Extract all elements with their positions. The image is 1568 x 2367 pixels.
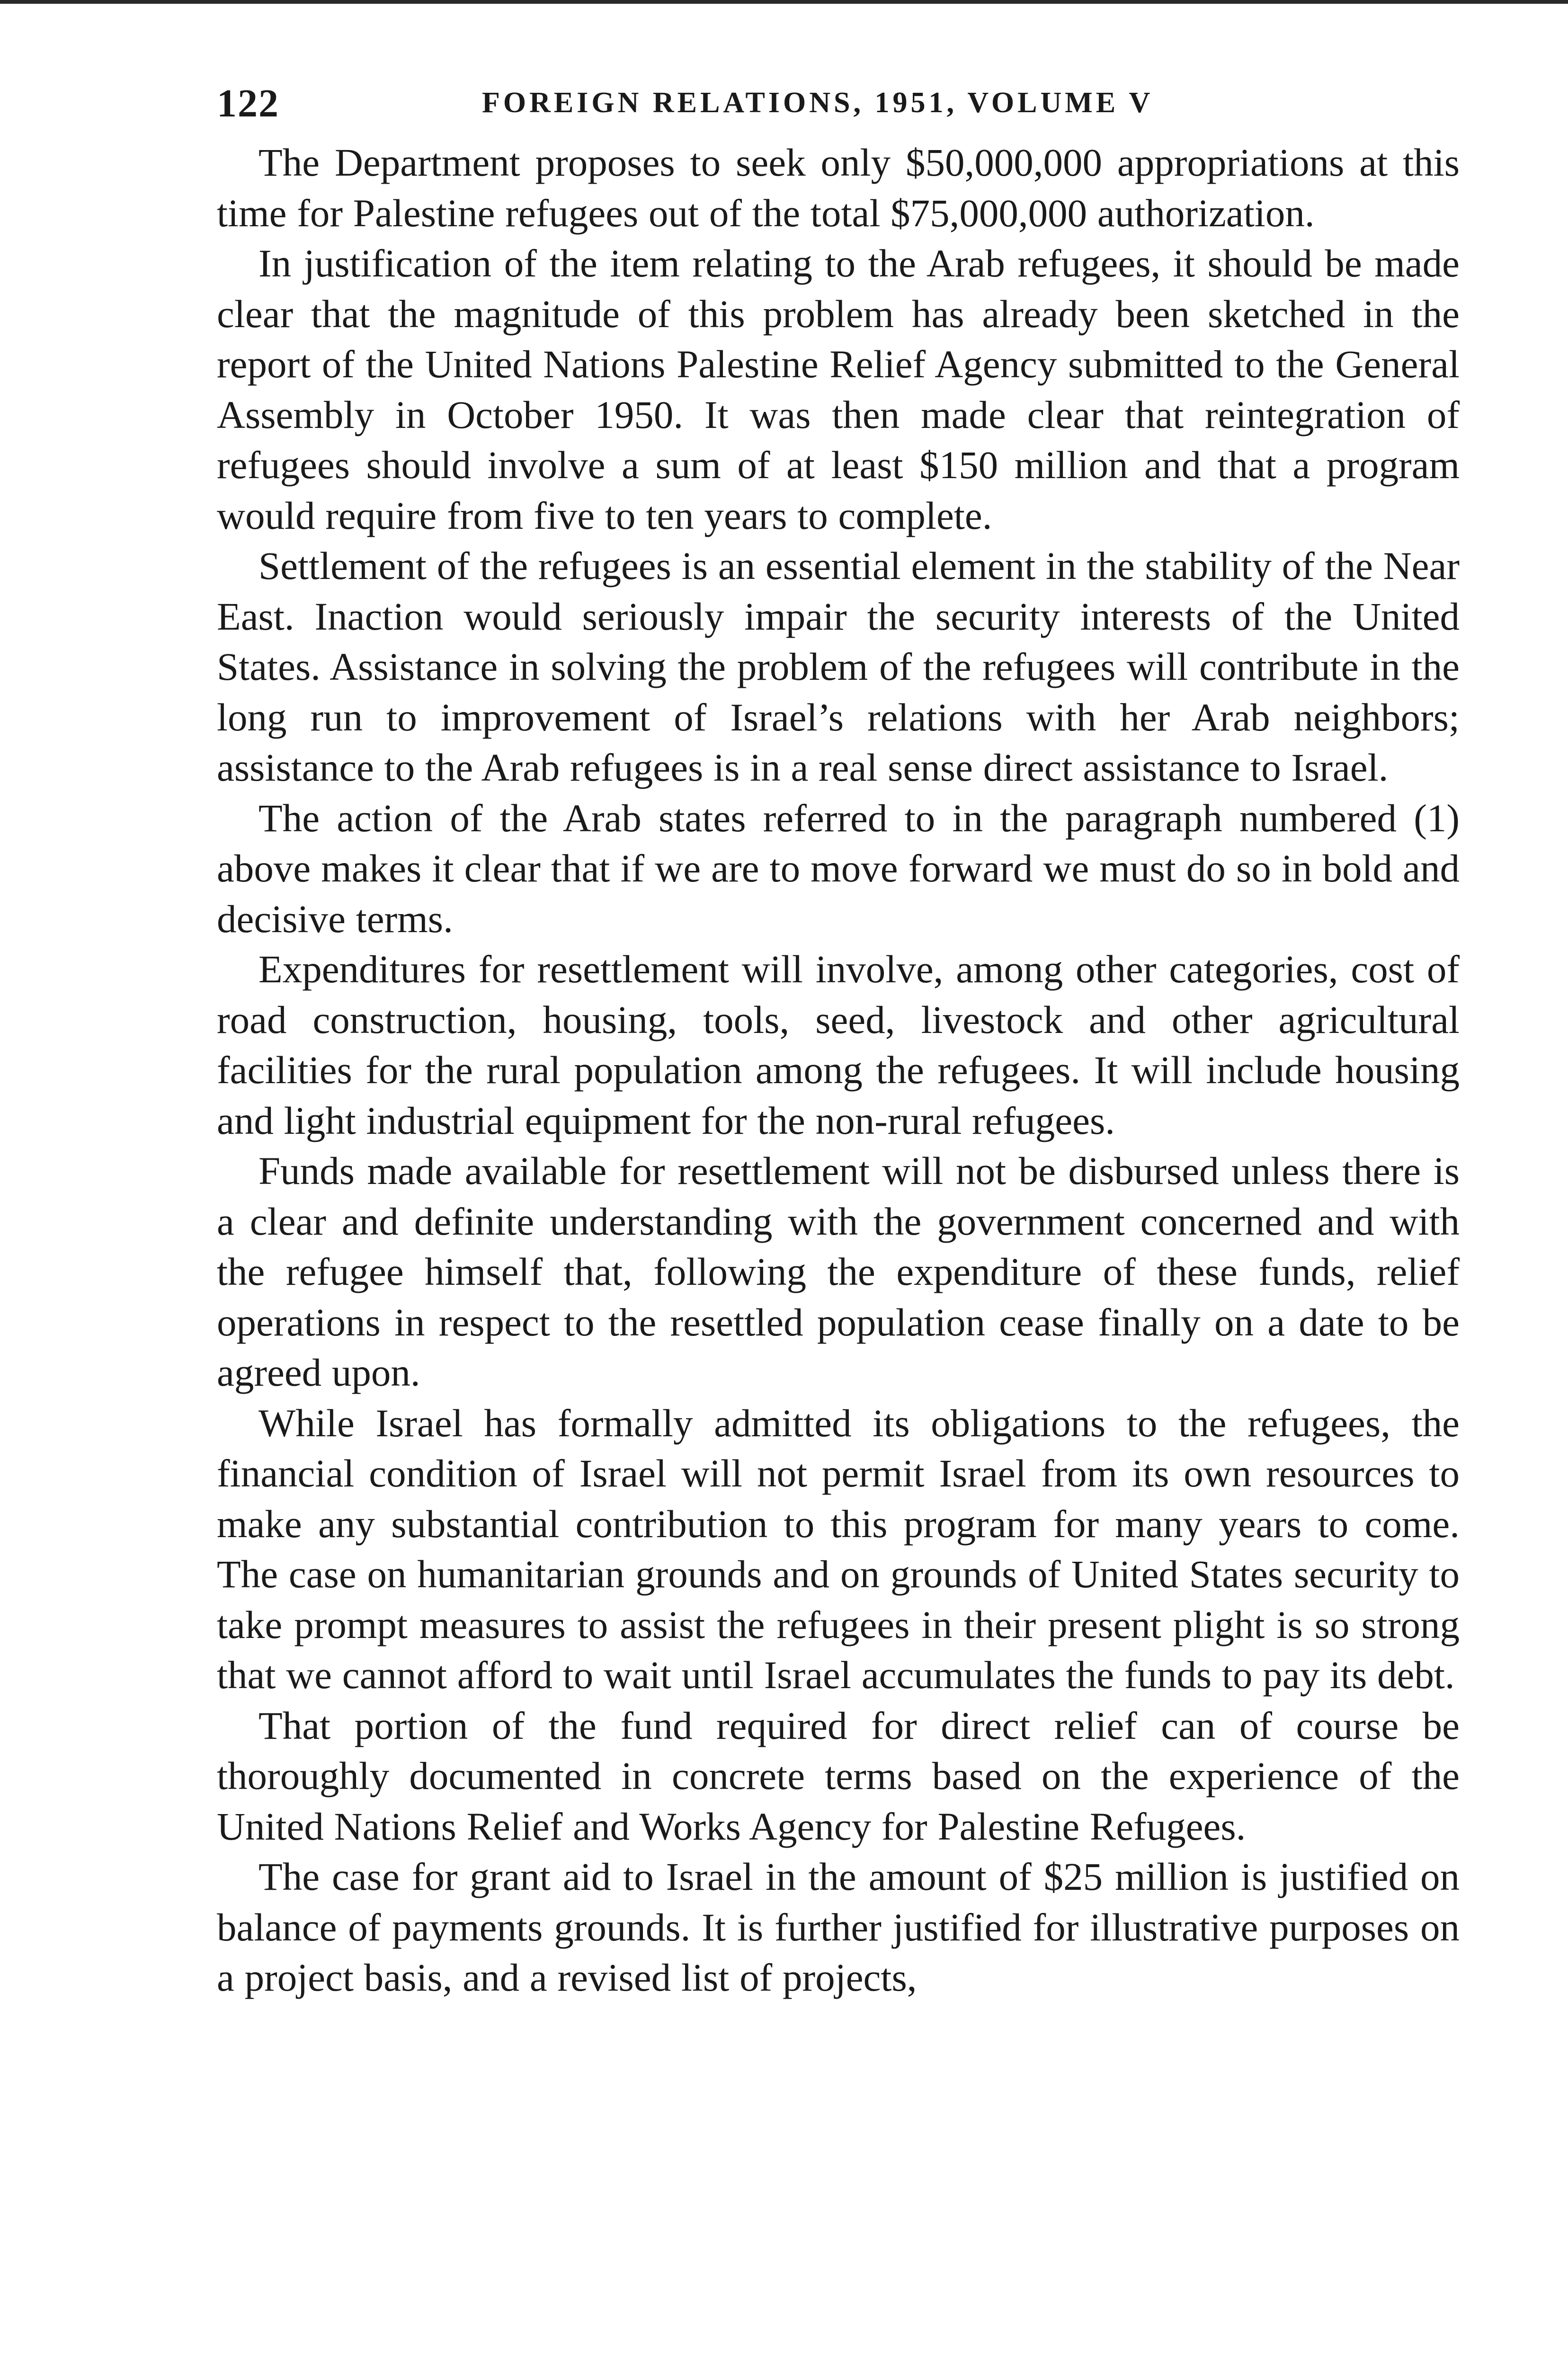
- paragraph-justification: In justification of the item relating to the Arab refugees, it should be made clear that the magnitude of this problem has already been sketched in the report of the United Nations Palestine Relief Agency submitted to the General Assembly in October 1950. It was then made clear that reintegration of refugees should involve a sum of at least $150 million and that a program would require from five to ten years to complete.: [217, 241, 1460, 537]
- paragraph-funds-disbursement: Funds made available for resettlement will not be disbursed unless there is a clear and definite understanding with the government concerned and with the refugee himself that, following the expenditure of these funds, relief operations in respect to the resettled population cease finally on a date to be agreed upon.: [217, 1149, 1460, 1394]
- page-number: 122: [217, 81, 279, 125]
- paragraph-direct-relief: That portion of the fund required for direct relief can of course be thoroughly documented in concrete terms based on the experience of the United Nations Relief and Works Agency for Palestine Refugees.: [217, 1703, 1460, 1848]
- body-text: [217, 137, 1460, 2003]
- paragraph-arab-states-action: The action of the Arab states referred to in the paragraph numbered (1) above makes it clear that if we are to move forward we must do so in bold and decisive terms.: [217, 796, 1460, 941]
- top-border-rule: [0, 0, 1568, 4]
- running-head-title: FOREIGN RELATIONS, 1951, VOLUME V: [482, 87, 1154, 119]
- running-head: [217, 71, 1460, 137]
- paragraph-grant-aid: The case for grant aid to Israel in the amount of $25 million is justified on balance of payments grounds. It is further justified for illustrative purposes on a project basis, and a revised list of projects,: [217, 1855, 1460, 1999]
- paragraph-appropriations: The Department proposes to seek only $50,000,000 appropriations at this time for Palestine refugees out of the total $75,000,000 authorization.: [217, 141, 1460, 235]
- paragraph-expenditures: Expenditures for resettlement will involve, among other categories, cost of road construction, housing, tools, seed, livestock and other agricultural facilities for the rural population among the refugees. It will include housing and light industrial equipment for the non-rural refugees.: [217, 947, 1460, 1142]
- paragraph-settlement: Settlement of the refugees is an essential element in the stability of the Near East. Inaction would seriously impair the security interests of the United States. Assistance in solving the problem of the refugees will contribute in the long run to improvement of Israel’s relations with her Arab neighbors; assistance to the Arab refugees is in a real sense direct assistance to Israel.: [217, 544, 1460, 789]
- paragraph-israel-obligations: While Israel has formally admitted its obligations to the refugees, the financial condition of Israel will not permit Israel from its own resources to make any substantial contribution to this program for many years to come. The case on humanitarian grounds and on grounds of United States security to take prompt measures to assist the refugees in their present plight is so strong that we cannot afford to wait until Israel accumulates the funds to pay its debt.: [217, 1401, 1460, 1697]
- document-page: [217, 71, 1460, 2003]
